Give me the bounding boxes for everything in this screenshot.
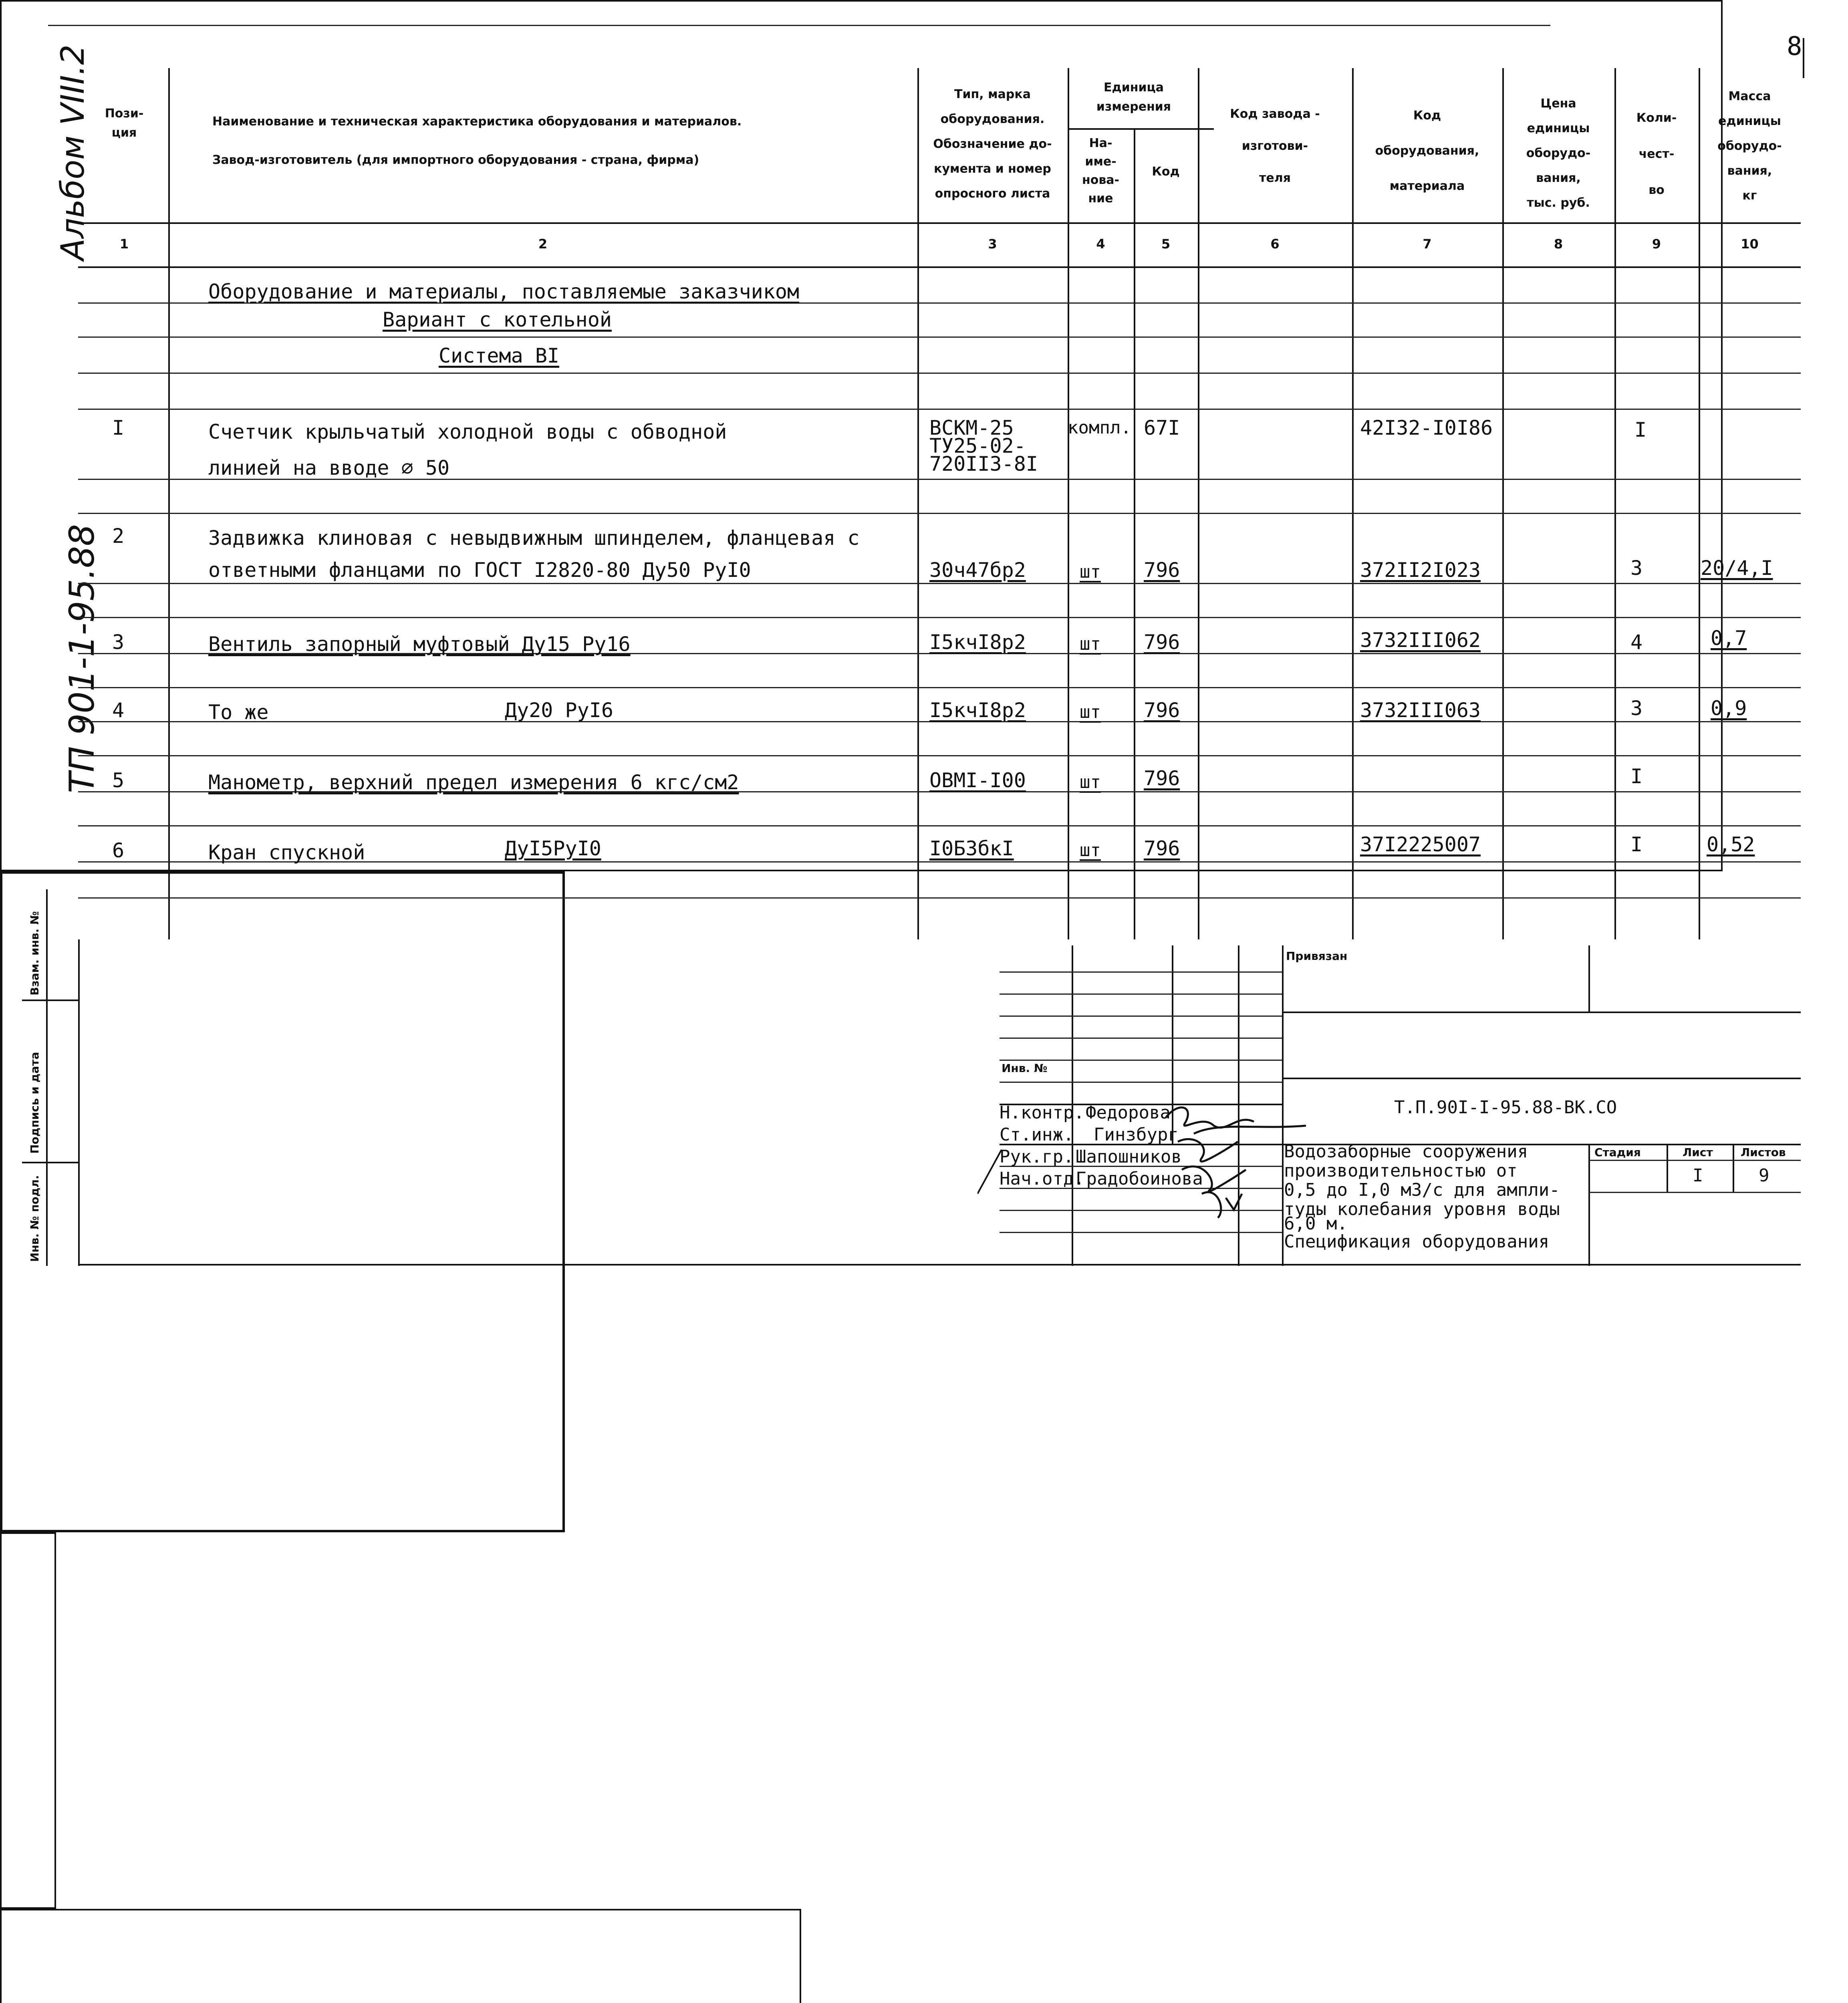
col-7-header: Код оборудования, материала — [1375, 109, 1479, 193]
row-4-mass: 0,9 — [1711, 697, 1747, 720]
row-2-qty: 3 — [1630, 556, 1643, 580]
row-2-pos: 2 — [112, 524, 125, 548]
row-3-unit-code: 796 — [1144, 631, 1180, 654]
col-num-6: 6 — [1270, 236, 1280, 252]
row-5-unit-code: 796 — [1144, 767, 1180, 790]
doc-code: Т.П.90I-I-95.88-ВК.СО — [1394, 1097, 1617, 1118]
col-num-2: 2 — [538, 236, 548, 252]
row-1-type: ВСКМ-25 — [929, 416, 1014, 439]
row-5-pos: 5 — [112, 769, 125, 792]
row-3-pos: 3 — [112, 631, 125, 654]
margin-stamp — [0, 1532, 56, 1909]
row-3-unit: шт — [1080, 634, 1101, 654]
sig-name-1: Федорова — [1086, 1102, 1171, 1123]
sheet-value: I — [1693, 1165, 1703, 1186]
sheets-value: 9 — [1759, 1165, 1769, 1186]
row-4-code: 3732III063 — [1360, 699, 1481, 722]
sheets-label: Листов — [1741, 1146, 1786, 1159]
col-2-header: Наименование и техническая характеристика оборудования и материалов. Завод-изготовитель (для импортного оборудования - страна, фирма) — [212, 115, 742, 167]
row-2-mass: 20/4,I — [1701, 556, 1773, 580]
row-1-unit: компл. — [1068, 417, 1131, 438]
row-3-mass: 0,7 — [1711, 627, 1747, 650]
sig-role-1: Н.контр. — [1000, 1102, 1084, 1123]
col-5-header: Код — [1152, 165, 1180, 179]
row-6-unit-code: 796 — [1144, 837, 1180, 860]
row-4-name-extra: Ду20 РуI6 — [505, 699, 613, 722]
row-6-unit: шт — [1080, 840, 1101, 860]
row-2-name: Задвижка клиновая с невыдвижным шпинделем, фланцевая с — [208, 526, 860, 550]
sig-name-4: Градобоинова — [1076, 1169, 1203, 1189]
row-6-type: I0Б3бкI — [929, 837, 1014, 860]
sig-name-2: Гинзбург — [1094, 1124, 1179, 1145]
stamp-podpis: Подпись и дата — [28, 1052, 41, 1154]
row-4-unit: шт — [1080, 702, 1101, 722]
section-title: Оборудование и материалы, поставляемые заказчиком — [208, 280, 800, 303]
desc-line-1: Водозаборные сооружения — [1284, 1141, 1528, 1162]
col-num-1: 1 — [119, 236, 129, 252]
desc-line-3: 0,5 до I,0 м3/с для ампли- — [1284, 1180, 1560, 1200]
row-2-code: 372II2I023 — [1360, 558, 1481, 582]
row-1-type2: ТУ25-02- — [929, 434, 1026, 457]
desc-line-6: Спецификация оборудования — [1284, 1231, 1550, 1252]
desc-line-4: туды колебания уровня воды — [1284, 1199, 1560, 1219]
signature-scribbles — [977, 1090, 1314, 1234]
row-2-unit-code: 796 — [1144, 558, 1180, 582]
sig-role-4: Нач.отд. — [1000, 1169, 1084, 1189]
row-6-name-extra: ДуI5РуI0 — [505, 837, 601, 860]
row-1-unit-code: 67I — [1144, 416, 1180, 439]
col-num-7: 7 — [1423, 236, 1432, 252]
album-label: Альбом VIII.2 — [54, 44, 91, 260]
row-1-name2: линией на вводе ∅ 50 — [208, 456, 450, 480]
row-6-code: 37I2225007 — [1360, 833, 1481, 856]
row-6-pos: 6 — [112, 839, 125, 862]
tied-label: Привязан — [1286, 949, 1348, 963]
stamp-vzam: Взам. инв. № — [28, 911, 41, 995]
row-2-type: 30ч47бр2 — [929, 558, 1026, 582]
row-2-unit: шт — [1080, 562, 1101, 582]
sheet-label: Лист — [1683, 1146, 1713, 1159]
row-3-code: 3732III062 — [1360, 629, 1481, 652]
row-1-qty: I — [1634, 418, 1647, 441]
project-label: ТП 901-1-95.88 — [62, 524, 102, 793]
row-5-type: OBMI-I00 — [929, 769, 1026, 792]
row-2-name2: ответными фланцами по ГОСТ I2820-80 Ду50 РуI0 — [208, 558, 751, 582]
row-1-code: 42I32-I0I86 — [1360, 416, 1493, 439]
col-3-header: Тип, марка оборудования. Обозначение до- кумента и номер опросного листа — [933, 87, 1052, 201]
row-4-unit-code: 796 — [1144, 699, 1180, 722]
row-6-qty: I — [1630, 833, 1643, 856]
row-3-type: I5кчI8р2 — [929, 631, 1026, 654]
col-8-header: Цена единицы оборудо- вания, тыс. руб. — [1526, 97, 1591, 210]
row-4-type: I5кчI8р2 — [929, 699, 1026, 722]
row-5-unit: шт — [1080, 772, 1101, 792]
col-num-3: 3 — [988, 236, 997, 252]
inv-label: Инв. № — [1002, 1062, 1048, 1075]
col-6-header: Код завода - изготови- теля — [1230, 107, 1320, 185]
sig-name-3: Шапошников — [1076, 1147, 1182, 1167]
row-1-name: Счетчик крыльчатый холодной воды с обводной — [208, 420, 727, 443]
col-num-4: 4 — [1096, 236, 1105, 252]
col-9-header: Коли- чест- во — [1636, 111, 1677, 197]
row-3-qty: 4 — [1630, 631, 1643, 654]
unit-group-header: Единица измерения — [1096, 81, 1171, 114]
row-1-type3: 720II3-8I — [929, 452, 1038, 476]
row-5-qty: I — [1630, 765, 1643, 788]
col-num-8: 8 — [1554, 236, 1563, 252]
col-10-header: Масса единицы оборудо- вания, кг — [1717, 89, 1782, 203]
col-num-5: 5 — [1161, 236, 1171, 252]
row-5-name: Манометр, верхний предел измерения 6 кгс/см2 — [208, 771, 739, 794]
section-variant: Вариант с котельной — [383, 308, 612, 331]
page-number: 8 — [1787, 32, 1802, 61]
col-num-9: 9 — [1652, 236, 1661, 252]
stamp-inv-podl: Инв. № подл. — [28, 1175, 41, 1262]
sig-role-2: Ст.инж. — [1000, 1124, 1074, 1145]
col-4-header: На- име- нова- ние — [1082, 136, 1120, 206]
row-4-name: То же — [208, 701, 269, 724]
stage-label: Стадия — [1594, 1146, 1641, 1159]
title-block — [0, 1909, 801, 2003]
row-3-name: Вентиль запорный муфтовый Ду15 Ру16 — [208, 633, 631, 656]
row-4-qty: 3 — [1630, 697, 1643, 720]
col-num-10: 10 — [1741, 236, 1759, 252]
row-6-mass: 0,52 — [1707, 833, 1755, 856]
desc-line-5: 6,0 м. — [1284, 1213, 1348, 1234]
sig-role-3: Рук.гр. — [1000, 1147, 1074, 1167]
row-4-pos: 4 — [112, 699, 125, 722]
col-1-header: Пози- ция — [105, 107, 144, 140]
section-system: Система BI — [439, 344, 560, 367]
row-1-pos: I — [112, 416, 125, 439]
row-6-name: Кран спускной — [208, 841, 365, 864]
desc-line-2: производительностью от — [1284, 1161, 1517, 1181]
